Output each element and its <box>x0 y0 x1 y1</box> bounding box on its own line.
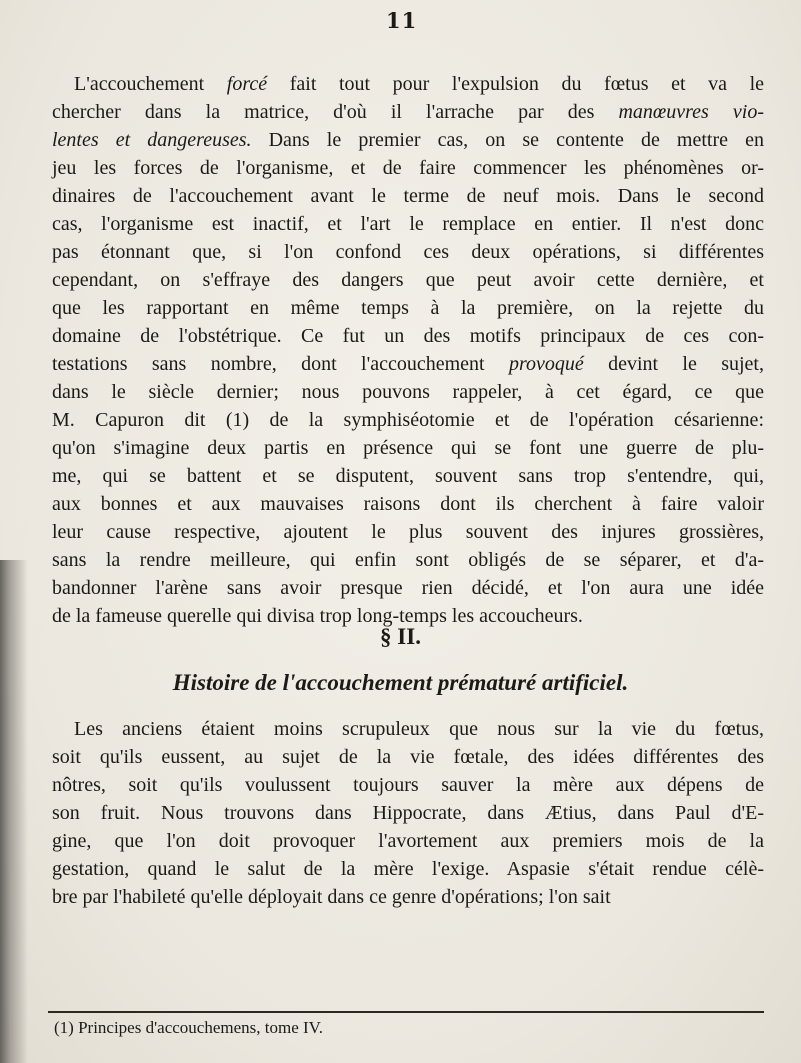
text-line: lentes et dangereuses. Dans le premier cas, on se contente de mettre en <box>52 129 764 151</box>
section-mark: § II. <box>380 624 421 649</box>
text-line: gine, que l'on doit provoquer l'avortement aux premiers mois de la <box>52 830 764 852</box>
text-line: me, qui se battent et se disputent, souvent sans trop s'entendre, qui, <box>52 465 764 487</box>
italic-phrase: manœuvres vio- <box>618 101 764 123</box>
text-line: M. Capuron dit (1) de la symphiséotomie et de l'opération césarienne: <box>52 409 764 431</box>
text-line: que les rapportant en même temps à la première, on la rejette du <box>52 297 764 319</box>
text-line: sans la rendre meilleure, qui enfin sont obligés de se séparer, et d'a- <box>52 549 764 571</box>
text-line: domaine de l'obstétrique. Ce fut un des motifs principaux de ces con- <box>52 325 764 347</box>
footnote: (1) Principes d'accouchemens, tome IV. <box>54 1018 324 1037</box>
text-line: bandonner l'arène sans avoir presque rien décidé, et l'on aura une idée <box>52 577 764 599</box>
text-line: cependant, on s'effraye des dangers que peut avoir cette dernière, et <box>52 269 764 291</box>
section-title: Histoire de l'accouchement prématuré artificiel. <box>172 670 629 695</box>
page-number: 11 <box>386 8 418 33</box>
italic-phrase: forcé <box>226 73 268 95</box>
text-line: chercher dans la matrice, d'où il l'arrache par des manœuvres vio- <box>52 101 764 123</box>
text-line: de la fameuse querelle qui divisa trop long-temps les accoucheurs. <box>52 605 583 627</box>
text-line: qu'on s'imagine deux partis en présence qui se font une guerre de plu- <box>52 437 764 459</box>
italic-phrase: lentes et dangereuses. <box>52 129 252 151</box>
paragraph-history <box>52 715 764 911</box>
text-line: dinaires de l'accouchement avant le terme de neuf mois. Dans le second <box>52 185 764 207</box>
text-line: son fruit. Nous trouvons dans Hippocrate, dans Ætius, dans Paul d'E- <box>52 802 764 824</box>
text-line: nôtres, soit qu'ils voulussent toujours sauver la mère aux dépens de <box>52 774 764 796</box>
text-line: jeu les forces de l'organisme, et de faire commencer les phénomènes or- <box>52 157 764 179</box>
text-line: aux bonnes et aux mauvaises raisons dont ils cherchent à faire valoir <box>52 493 764 515</box>
text-line: bre par l'habileté qu'elle déployait dans ce genre d'opérations; l'on sait <box>52 886 611 908</box>
text-line: dans le siècle dernier; nous pouvons rappeler, à cet égard, ce que <box>52 381 764 403</box>
text-line: cas, l'organisme est inactif, et l'art le remplace en entier. Il n'est donc <box>52 213 764 235</box>
text-line: Les anciens étaient moins scrupuleux que nous sur la vie du fœtus, <box>74 718 764 740</box>
text-line: leur cause respective, ajoutent le plus souvent des injures grossières, <box>52 521 764 543</box>
text-line: soit qu'ils eussent, au sujet de la vie fœtale, des idées différentes des <box>52 746 764 768</box>
italic-phrase: provoqué <box>508 353 584 375</box>
text-line: pas étonnant que, si l'on confond ces deux opérations, si différentes <box>52 241 764 263</box>
text-line: L'accouchement forcé fait tout pour l'expulsion du fœtus et va le <box>74 73 765 95</box>
text-line: gestation, quand le salut de la mère l'exige. Aspasie s'était rendue célè- <box>52 858 764 880</box>
text-line: testations sans nombre, dont l'accouchement provoqué devint le sujet, <box>52 353 764 375</box>
paragraph-forced-vs-provoked <box>52 70 764 630</box>
footnote-rule <box>48 1011 764 1013</box>
